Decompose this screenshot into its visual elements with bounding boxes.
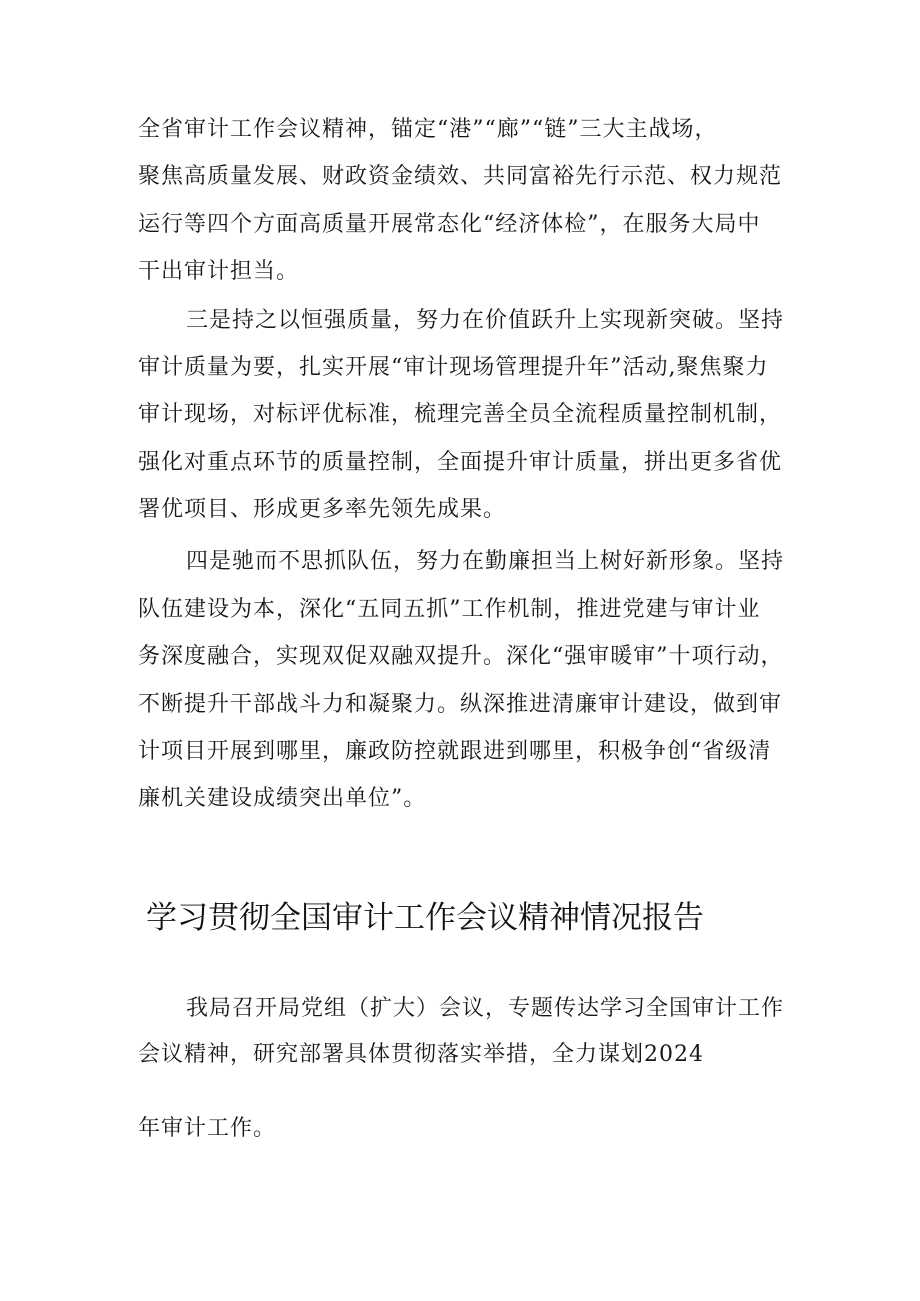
text-line: 我局召开局党组（扩大）会议，专题传达学习全国审计工作 <box>186 996 785 1021</box>
text-line: 务深度融合，实现双促双融双提升。深化“强审暖审”十项行动， <box>138 644 784 669</box>
text-line: 年审计工作。 <box>138 1116 277 1141</box>
text-line: 会议精神，研究部署具体贯彻落实举措，全力谋划2024 <box>138 1042 704 1067</box>
text-line: 强化对重点环节的质量控制，全面提升审计质量，拼出更多省优 <box>138 450 783 475</box>
text-line: 计项目开展到哪里，廉政防控就跟进到哪里，积极争创“省级清 <box>138 739 772 764</box>
text-line: 审计现场，对标评优标准，梳理完善全员全流程质量控制机制， <box>138 402 783 427</box>
text-line: 不断提升干部战斗力和凝聚力。纵深推进清廉审计建设，做到审 <box>138 692 783 717</box>
text-line: 廉机关建设成绩突出单位”。 <box>138 786 427 811</box>
text-line: 三是持之以恒强质量，努力在价值跃升上实现新突破。坚持 <box>186 308 785 333</box>
text-line: 全省审计工作会议精神，锚定“港”“廊”“链”三大主战场， <box>138 117 718 142</box>
text-line: 审计质量为要，扎实开展“审计现场管理提升年”活动,聚焦聚力 <box>138 355 769 380</box>
text-line: 运行等四个方面高质量开展常态化“经济体检”，在服务大局中 <box>138 212 761 237</box>
text-line: 四是驰而不思抓队伍，努力在勤廉担当上树好新形象。坚持 <box>186 549 785 574</box>
text-line: 队伍建设为本，深化“五同五抓”工作机制，推进党建与审计业 <box>138 597 761 622</box>
text-line: 聚焦高质量发展、财政资金绩效、共同富裕先行示范、权力规范 <box>138 164 783 189</box>
text-line: 署优项目、形成更多率先领先成果。 <box>138 497 507 522</box>
text-line: 干出审计担当。 <box>138 259 300 284</box>
report-title: 学习贯彻全国审计工作会议精神情况报告 <box>146 900 704 936</box>
